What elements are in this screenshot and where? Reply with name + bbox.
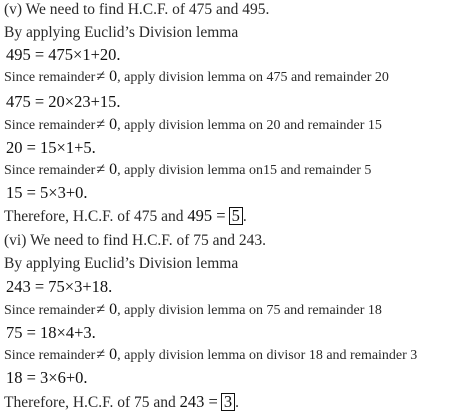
part-vi-step-1-note [4, 302, 382, 318]
part-v-method: By applying Euclid’s Division lemma [4, 24, 239, 41]
conclusion-end: . [242, 208, 247, 225]
part-v-step-1-equation: 495 = 475×1+20. [6, 45, 121, 64]
note-start: Since remainder [4, 303, 96, 318]
part-vi-step-3-equation: 18 = 3×6+0. [6, 368, 88, 387]
part-v-step-3-equation: 20 = 15×1+5. [6, 138, 96, 157]
part-vi-heading: (vi) We need to find H.C.F. of 75 and 243. [4, 232, 266, 249]
part-v-step-3-note [4, 162, 371, 178]
part-vi-step-1-equation: 243 = 75×3+18. [6, 277, 113, 296]
not-equal-zero: ≠ 0 [96, 301, 118, 318]
part-vi-method: By applying Euclid’s Division lemma [4, 255, 239, 272]
note-end: , apply division lemma on 75 and remainder 18 [117, 303, 382, 318]
part-vi-conclusion [4, 393, 239, 411]
not-equal-zero: ≠ 0 [96, 116, 118, 133]
part-v-step-2-note [4, 117, 382, 133]
not-equal-zero: ≠ 0 [96, 346, 118, 363]
part-vi-step-2-equation: 75 = 18×4+3. [6, 323, 96, 342]
part-v-step-4-equation: 15 = 5×3+0. [6, 183, 88, 202]
answer-box: 3 [221, 393, 235, 411]
note-start: Since remainder [4, 70, 96, 85]
conclusion-text: Therefore, H.C.F. of 75 and [4, 394, 176, 411]
not-equal-zero: ≠ 0 [96, 68, 118, 85]
part-v-step-2-equation: 475 = 20×23+15. [6, 92, 121, 111]
conclusion-lhs: 495 = [187, 206, 226, 225]
conclusion-end: . [235, 394, 239, 411]
answer-box: 5 [229, 207, 243, 225]
note-end: , apply division lemma on 20 and remainder 15 [117, 118, 382, 133]
part-v-step-1-note [4, 69, 389, 85]
note-end: , apply division lemma on 475 and remainder 20 [117, 70, 389, 85]
note-end: , apply division lemma on15 and remainder 5 [117, 163, 372, 178]
part-vi-step-2-note [4, 347, 417, 363]
part-v-conclusion [4, 207, 247, 225]
conclusion-lhs: 243 = [179, 392, 218, 411]
conclusion-text: Therefore, H.C.F. of 475 and [4, 208, 184, 225]
not-equal-zero: ≠ 0 [96, 161, 118, 178]
note-start: Since remainder [4, 118, 96, 133]
part-v-heading: (v) We need to find H.C.F. of 475 and 495. [4, 1, 270, 18]
note-start: Since remainder [4, 348, 96, 363]
note-start: Since remainder [4, 163, 96, 178]
note-end: , apply division lemma on divisor 18 and remainder 3 [117, 348, 418, 363]
